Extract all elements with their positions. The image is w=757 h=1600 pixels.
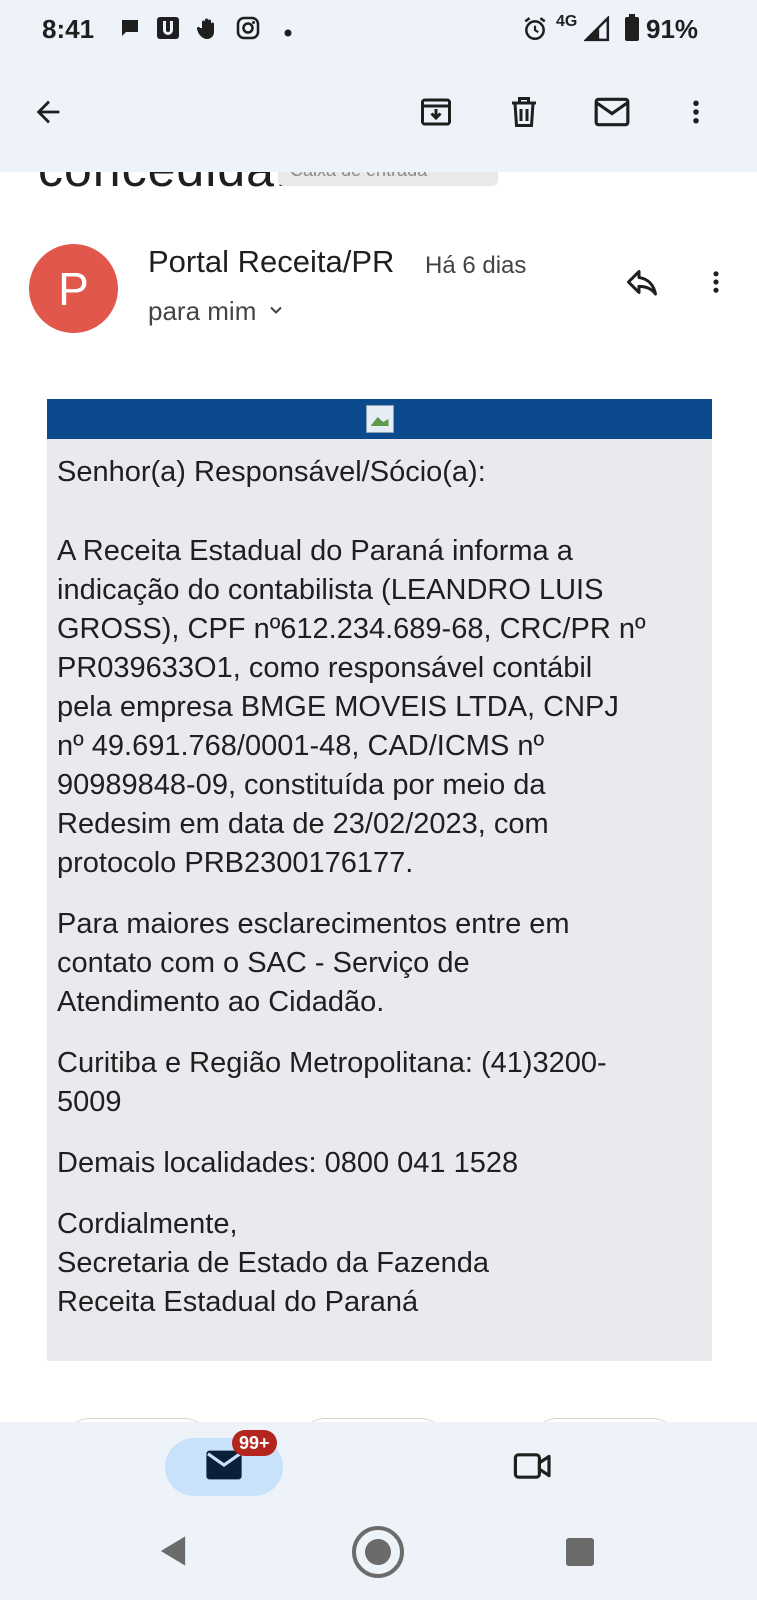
battery-icon [624, 14, 640, 40]
battery-percent: 91% [646, 14, 699, 44]
contact-paragraph-line: contato com o SAC - Serviço de [57, 947, 470, 979]
message-more-button[interactable] [690, 258, 742, 310]
main-paragraph-line: A Receita Estadual do Paraná informa a [57, 535, 573, 567]
system-home-button[interactable] [352, 1526, 404, 1578]
back-button[interactable] [20, 86, 76, 142]
main-paragraph-line: pela empresa BMGE MOVEIS LTDA, CNPJ [57, 691, 619, 723]
status-time: 8:41 [42, 14, 95, 44]
reply-icon [624, 264, 660, 305]
signal-icon [584, 16, 610, 42]
curitiba-phone-line: 5009 [57, 1086, 122, 1118]
message-time: Há 6 dias [425, 252, 527, 279]
curitiba-phone-line: Curitiba e Região Metropolitana: (41)3200- [57, 1047, 607, 1079]
meet-tab[interactable] [505, 1440, 561, 1496]
more-vert-icon [702, 265, 730, 304]
contact-paragraph-line: Para maiores esclarecimentos entre em [57, 908, 570, 940]
back-arrow-icon [31, 95, 65, 134]
delete-icon [506, 94, 542, 135]
more-options-button[interactable] [668, 86, 724, 142]
broken-image-icon [366, 405, 394, 433]
chevron-down-icon [266, 296, 286, 327]
signature-line: Secretaria de Estado da Fazenda [57, 1247, 490, 1279]
home-dot-icon [365, 1539, 391, 1565]
recipient-label: para mim [148, 296, 257, 326]
main-paragraph-line: PR039633O1, como responsável contábil [57, 652, 593, 684]
main-paragraph-line: nº 49.691.768/0001-48, CAD/ICMS nº [57, 730, 545, 762]
recipient-details-toggle[interactable] [148, 296, 286, 327]
hand-icon [196, 16, 220, 42]
closing-line: Cordialmente, [57, 1208, 238, 1240]
chat-bubble-icon [118, 16, 142, 42]
system-navigation [0, 1504, 757, 1600]
curitiba-phone [57, 1044, 702, 1122]
bottom-navigation [0, 1422, 757, 1504]
u-app-icon [156, 16, 180, 42]
archive-icon [418, 94, 454, 135]
email-signature [57, 1205, 702, 1322]
contact-paragraph [57, 905, 702, 1022]
sender-name[interactable]: Portal Receita/PR [148, 244, 395, 279]
alarm-icon [522, 16, 548, 42]
email-banner [47, 399, 712, 439]
main-paragraph-line: protocolo PRB2300176177. [57, 847, 414, 879]
mark-unread-icon [593, 93, 631, 136]
dot-icon [284, 24, 292, 50]
reply-button[interactable] [616, 258, 668, 310]
unread-badge: 99+ [232, 1430, 277, 1456]
delete-button[interactable] [496, 86, 552, 142]
status-bar [0, 0, 757, 60]
instagram-icon [236, 16, 260, 42]
email-toolbar [0, 60, 757, 172]
system-back-button[interactable] [158, 1534, 188, 1573]
main-paragraph-line: indicação do contabilista (LEANDRO LUIS [57, 574, 604, 606]
main-paragraph-line: GROSS), CPF nº612.234.689-68, CRC/PR nº [57, 613, 646, 645]
archive-button[interactable] [408, 86, 464, 142]
video-camera-icon [513, 1450, 553, 1487]
main-paragraph-line: Redesim em data de 23/02/2023, com [57, 808, 549, 840]
main-paragraph-line: 90989848-09, constituída por meio da [57, 769, 546, 801]
mark-unread-button[interactable] [584, 86, 640, 142]
signature-line: Receita Estadual do Paraná [57, 1286, 419, 1318]
system-recents-button[interactable] [566, 1538, 594, 1566]
email-greeting: Senhor(a) Responsável/Sócio(a): [57, 456, 486, 488]
network-type: 4G [556, 13, 578, 30]
contact-paragraph-line: Atendimento ao Cidadão. [57, 986, 385, 1018]
email-body [47, 399, 712, 1361]
main-paragraph [57, 532, 702, 883]
more-vert-icon [681, 95, 711, 134]
other-locations-phone: Demais localidades: 0800 041 1528 [57, 1147, 519, 1179]
sender-avatar[interactable]: P [29, 244, 118, 333]
